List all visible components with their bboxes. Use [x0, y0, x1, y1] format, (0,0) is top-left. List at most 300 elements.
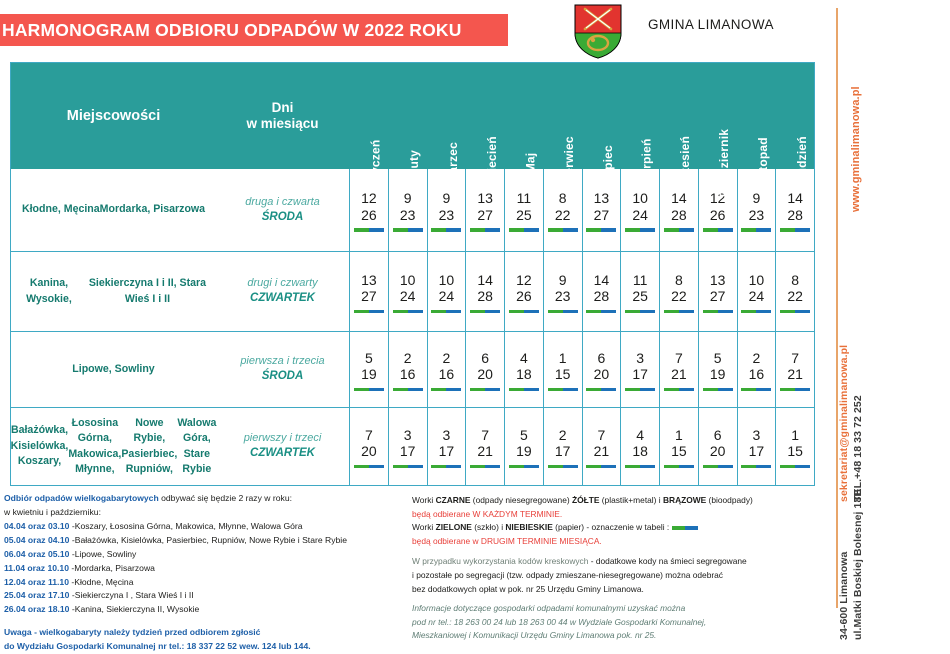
table-row	[11, 407, 814, 485]
date-first: 13	[361, 271, 377, 288]
bulky-note-line2: do Wydziału Gospodarki Komunalnej nr tel.: 18 337 22 52 wew. 124 lub 144.	[4, 641, 311, 652]
date-first: 6	[713, 426, 722, 443]
date-second: 18	[632, 443, 648, 460]
date-first: 3	[442, 426, 451, 443]
date-first: 2	[752, 349, 761, 366]
date-second: 20	[709, 443, 726, 460]
date-first: 8	[558, 190, 567, 207]
glass-paper-bar-icon	[393, 310, 423, 313]
date-second: 17	[632, 366, 648, 383]
bulky-entry-dates: 11.04 oraz 10.10	[4, 562, 69, 573]
date-second: 23	[438, 206, 455, 223]
bulky-entry-dates: 05.04 oraz 04.10	[4, 534, 70, 545]
sidebar-divider	[836, 8, 838, 608]
locality-line: Lipowe, Sowliny	[72, 362, 155, 375]
date-second: 18	[516, 366, 532, 383]
glass-paper-bar-icon	[741, 310, 771, 313]
glass-paper-bar-icon	[664, 465, 694, 468]
bulky-entry-dates: 04.04 oraz 03.10	[4, 520, 70, 531]
cell-dates	[659, 252, 698, 331]
glass-paper-bar-icon	[509, 388, 539, 391]
date-second: 20	[593, 366, 610, 383]
date-first: 9	[558, 271, 567, 288]
glass-paper-bar-icon	[354, 228, 384, 231]
date-first: 10	[399, 271, 416, 288]
date-second: 16	[748, 366, 765, 383]
cell-dates	[388, 169, 427, 251]
date-second: 24	[399, 288, 416, 305]
glass-paper-bar-icon	[393, 228, 423, 231]
date-second: 23	[399, 206, 416, 223]
date-first: 12	[361, 190, 377, 207]
month-header: Październik	[717, 128, 732, 198]
cell-dates	[427, 252, 466, 331]
bulky-months: w kwietniu i październiku:	[4, 506, 101, 517]
glass-paper-bar-icon	[703, 228, 733, 231]
glass-paper-bar-icon	[548, 388, 578, 391]
date-first: 7	[674, 349, 683, 366]
date-first: 4	[636, 426, 645, 443]
bulky-entry-places: -Lipowe, Sowliny	[69, 548, 137, 559]
cell-days	[216, 408, 349, 485]
date-second: 23	[554, 288, 571, 305]
header-days	[216, 63, 349, 169]
glass-paper-bar-icon	[431, 228, 461, 231]
bags-every-term: będą odbierane W KAŻDYM TERMINIE.	[412, 508, 563, 519]
sidebar-address-line2: 34-600 Limanowa	[838, 551, 850, 640]
date-first: 9	[442, 190, 451, 207]
date-second: 28	[671, 206, 687, 223]
glass-paper-bar-icon	[393, 465, 423, 468]
date-second: 17	[399, 443, 416, 460]
date-first: 9	[752, 190, 761, 207]
date-first: 12	[516, 271, 532, 288]
days-name: ŚRODA	[261, 370, 304, 383]
date-second: 21	[671, 366, 687, 383]
date-second: 15	[554, 366, 571, 383]
glass-paper-bar-icon	[509, 310, 539, 313]
glass-paper-bar-icon	[470, 228, 500, 231]
date-first: 14	[787, 190, 803, 207]
cell-dates	[698, 408, 737, 485]
header	[0, 0, 950, 60]
glass-paper-bar-icon	[780, 388, 810, 391]
locality-line: Mordarka, Pisarzowa	[99, 203, 206, 216]
date-first: 3	[752, 426, 761, 443]
bulky-heading-bold: Odbiór odpadów wielkogabarytowych	[4, 493, 159, 503]
info-line-2: pod nr tel.: 18 263 00 24 lub 18 263 00 44 w Wydziale Gospodarki Komunalnej,	[412, 616, 707, 627]
cell-dates	[775, 252, 814, 331]
date-first: 8	[791, 271, 800, 288]
days-prefix: pierwsza i trzecia	[240, 355, 325, 368]
glass-paper-bar-icon	[354, 465, 384, 468]
page-title: HARMONOGRAM ODBIORU ODPADÓW W 2022 ROKU	[2, 19, 462, 40]
date-first: 9	[403, 190, 412, 207]
month-header: Lipiec	[600, 145, 615, 181]
bulky-entry-places: -Mordarka, Pisarzowa	[68, 562, 155, 573]
date-first: 5	[519, 426, 528, 443]
glass-paper-bar-icon	[431, 310, 461, 313]
barcode-line-2: i pozostałe po segregacji (tzw. odpady zmieszane-niesegregowane) można odebrać	[412, 570, 723, 581]
date-first: 10	[632, 190, 648, 207]
bulky-entry-places: -Koszary, Łososina Górna, Makowica, Młynne, Walowa Góra	[69, 520, 303, 531]
info-line-1: Informacje dotyczące gospodarki odpadami komunalnymi uzyskać można	[412, 603, 686, 614]
date-second: 17	[438, 443, 455, 460]
bags-c5: (papier) - oznaczenie w tabeli :	[552, 522, 670, 533]
cell-dates	[388, 332, 427, 407]
date-first: 10	[748, 271, 765, 288]
bulky-entry-places: -Kłodne, Męcina	[68, 576, 134, 587]
date-first: 10	[438, 271, 455, 288]
bags-brown: BRĄZOWE	[662, 495, 707, 505]
month-header: Wrzesień	[678, 135, 693, 191]
legend-bar-icon	[672, 526, 698, 530]
bulky-entry	[4, 520, 404, 534]
cell-dates	[775, 332, 814, 407]
bags-c3: (szkło) i	[471, 522, 506, 533]
cell-dates	[620, 332, 659, 407]
month-header: Grudzień	[794, 136, 809, 190]
locality-line: Walowa Góra, Stare Rybie	[177, 416, 217, 475]
cell-dates	[427, 408, 466, 485]
cell-dates	[465, 252, 504, 331]
locality-line: Bałażówka, Kisielówka, Koszary,	[10, 424, 69, 468]
cell-month-group	[349, 169, 814, 251]
glass-paper-bar-icon	[625, 388, 655, 391]
glass-paper-bar-icon	[625, 465, 655, 468]
glass-paper-bar-icon	[741, 465, 771, 468]
date-first: 1	[558, 349, 567, 366]
cell-dates	[582, 252, 621, 331]
schedule-table	[10, 62, 815, 486]
bulky-entry-places: -Siekierczyna I , Stara Wieś I i II	[69, 590, 194, 601]
date-second: 22	[787, 288, 803, 305]
cell-dates	[659, 408, 698, 485]
gmina-label: GMINA LIMANOWA	[648, 17, 774, 32]
table-header-row	[11, 63, 814, 198]
glass-paper-bar-icon	[586, 310, 616, 313]
date-first: 2	[558, 426, 567, 443]
date-second: 15	[787, 443, 803, 460]
title-banner	[0, 14, 508, 46]
bags-line-a	[412, 494, 817, 508]
header-days-line2: w miesiącu	[246, 116, 319, 131]
glass-paper-bar-icon	[354, 388, 384, 391]
cell-dates	[737, 332, 776, 407]
date-first: 2	[442, 349, 451, 366]
date-first: 1	[674, 426, 683, 443]
date-first: 14	[593, 271, 610, 288]
glass-paper-bar-icon	[625, 228, 655, 231]
bulky-entry-places: -Kanina, Siekierczyna II, Wysokie	[69, 604, 200, 615]
date-first: 4	[519, 349, 528, 366]
sidebar-email[interactable]: sekretariat@gminalimanowa.pl	[838, 344, 850, 502]
glass-paper-bar-icon	[780, 228, 810, 231]
glass-paper-bar-icon	[586, 388, 616, 391]
date-first: 1	[791, 426, 800, 443]
cell-dates	[775, 408, 814, 485]
cell-dates	[659, 332, 698, 407]
date-second: 22	[554, 206, 571, 223]
cell-days	[216, 332, 349, 407]
bags-a1: Worki	[412, 495, 436, 505]
cell-dates	[582, 169, 621, 251]
cell-localities	[11, 169, 216, 251]
locality-line: Siekierczyna I i II, Stara Wieś I i II	[88, 277, 207, 305]
date-first: 13	[593, 190, 610, 207]
bulky-heading-rest: odbywać się będzie 2 razy w roku:	[158, 493, 292, 503]
glass-paper-bar-icon	[548, 310, 578, 313]
date-second: 27	[361, 288, 377, 305]
days-name: CZWARTEK	[250, 292, 315, 305]
cell-dates	[504, 408, 543, 485]
bulky-entry-dates: 26.04 oraz 18.10	[4, 604, 70, 615]
date-second: 15	[671, 443, 687, 460]
cell-dates	[349, 252, 388, 331]
date-second: 25	[632, 288, 648, 305]
date-second: 24	[748, 288, 765, 305]
date-second: 27	[709, 288, 726, 305]
locality-line: Kanina, Wysokie,	[26, 277, 72, 305]
days-prefix: druga i czwarta	[245, 195, 320, 208]
date-first: 5	[364, 349, 373, 366]
month-header: Listopad	[755, 137, 770, 189]
date-second: 28	[593, 288, 610, 305]
date-first: 2	[403, 349, 412, 366]
glass-paper-bar-icon	[664, 228, 694, 231]
date-second: 19	[709, 366, 726, 383]
glass-paper-bar-icon	[703, 465, 733, 468]
glass-paper-bar-icon	[664, 310, 694, 313]
date-first: 13	[477, 190, 493, 207]
date-second: 26	[361, 206, 377, 223]
bags-a7: (bioodpady)	[706, 495, 753, 505]
date-first: 14	[671, 190, 687, 207]
sidebar-phone: TEL.+48 18 33 72 252	[852, 395, 864, 502]
date-second: 27	[477, 206, 493, 223]
table-row	[11, 331, 814, 407]
contact-sidebar	[826, 0, 950, 640]
cell-dates	[543, 332, 582, 407]
cell-days	[216, 252, 349, 331]
bags-yellow: ŻÓŁTE	[571, 495, 600, 505]
header-localities: Miejscowości	[66, 108, 161, 124]
cell-localities	[11, 408, 216, 485]
date-second: 22	[671, 288, 687, 305]
date-first: 5	[713, 349, 722, 366]
days-name: CZWARTEK	[250, 447, 315, 460]
bags-black: CZARNE	[435, 495, 471, 505]
bags-a3: (odpady niesegregowane)	[470, 495, 572, 505]
cell-dates	[737, 252, 776, 331]
glass-paper-bar-icon	[548, 465, 578, 468]
cell-dates	[543, 252, 582, 331]
date-second: 28	[477, 288, 493, 305]
date-first: 7	[791, 349, 800, 366]
month-header: Styczeń	[368, 139, 383, 187]
date-second: 20	[361, 443, 377, 460]
bulky-entry-dates: 12.04 oraz 11.10	[4, 576, 69, 587]
barcode-line-3: bez dodatkowych opłat w pok. nr 25 Urzędu Gminy Limanowa.	[412, 583, 644, 594]
month-header: Maj	[523, 152, 538, 174]
locality-line: Nowe Rybie, Pasierbiec, Rupniów,	[121, 416, 178, 475]
info-line-3: Mieszkaniowej i Komunikacji Urzędu Gminy Limanowa pok. nr 25.	[412, 630, 657, 641]
bulky-heading	[4, 492, 404, 506]
bags-a5: (plastik+metal) i	[599, 495, 663, 505]
glass-paper-bar-icon	[548, 228, 578, 231]
bulky-entry	[4, 603, 404, 617]
date-second: 24	[632, 206, 648, 223]
glass-paper-bar-icon	[586, 228, 616, 231]
date-second: 23	[748, 206, 765, 223]
glass-paper-bar-icon	[431, 465, 461, 468]
date-second: 24	[438, 288, 455, 305]
cell-dates	[504, 252, 543, 331]
month-header: Czerwiec	[562, 136, 577, 190]
date-first: 8	[674, 271, 683, 288]
sidebar-address-line1: ul.Matki Boskiej Bolesnej 18B	[852, 488, 864, 640]
date-first: 7	[481, 426, 490, 443]
date-first: 6	[481, 349, 490, 366]
date-second: 19	[361, 366, 377, 383]
glass-paper-bar-icon	[625, 310, 655, 313]
bulky-note-line1: Uwaga - wielkogabaryty należy tydzień przed odbiorem zgłosić	[4, 627, 261, 638]
cell-dates	[349, 332, 388, 407]
date-second: 17	[748, 443, 765, 460]
cell-dates	[582, 408, 621, 485]
date-second: 21	[477, 443, 493, 460]
cell-days	[216, 169, 349, 251]
date-second: 16	[399, 366, 416, 383]
cell-month-group	[349, 252, 814, 331]
date-second: 27	[593, 206, 610, 223]
month-header: Sierpień	[639, 138, 654, 188]
glass-paper-bar-icon	[741, 388, 771, 391]
header-months	[349, 63, 814, 198]
cell-dates	[465, 408, 504, 485]
glass-paper-bar-icon	[703, 388, 733, 391]
date-first: 6	[597, 349, 606, 366]
date-first: 12	[709, 190, 726, 207]
date-second: 16	[438, 366, 455, 383]
date-first: 13	[709, 271, 726, 288]
cell-dates	[504, 169, 543, 251]
barcode-1a: W przypadku wykorzystania kodów kreskowych	[412, 556, 589, 567]
bags-c1: Worki	[412, 522, 436, 533]
bulky-entry-places: -Bałażówka, Kisielówka, Pasierbiec, Rupniów, Nowe Rybie i Stare Rybie	[69, 534, 347, 545]
locality-line: Kłodne, Męcina	[21, 203, 100, 216]
glass-paper-bar-icon	[509, 465, 539, 468]
cell-dates	[427, 332, 466, 407]
bulky-entry	[4, 562, 404, 576]
date-second: 26	[516, 288, 532, 305]
date-second: 21	[787, 366, 803, 383]
days-name: ŚRODA	[261, 210, 304, 223]
cell-dates	[620, 408, 659, 485]
bulky-waste-notes	[4, 492, 404, 654]
date-second: 21	[593, 443, 610, 460]
table-row	[11, 169, 814, 251]
header-days-line1: Dni	[271, 99, 294, 115]
glass-paper-bar-icon	[354, 310, 384, 313]
table-row	[11, 251, 814, 331]
glass-paper-bar-icon	[470, 388, 500, 391]
glass-paper-bar-icon	[741, 228, 771, 231]
barcode-line-1	[412, 555, 817, 569]
glass-paper-bar-icon	[586, 465, 616, 468]
date-second: 19	[516, 443, 532, 460]
glass-paper-bar-icon	[780, 310, 810, 313]
cell-dates	[620, 252, 659, 331]
days-prefix: drugi i czwarty	[247, 277, 318, 290]
date-first: 11	[632, 271, 648, 288]
cell-dates	[737, 408, 776, 485]
table-body	[11, 169, 814, 485]
date-second: 17	[554, 443, 571, 460]
date-second: 25	[516, 206, 532, 223]
bulky-entry-dates: 25.04 oraz 17.10	[4, 590, 70, 601]
cell-dates	[698, 252, 737, 331]
glass-paper-bar-icon	[780, 465, 810, 468]
cell-dates	[543, 408, 582, 485]
bags-second-term: będą odbierane w DRUGIM TERMINIE MIESIĄCA.	[412, 535, 602, 546]
date-second: 20	[477, 366, 493, 383]
cell-month-group	[349, 332, 814, 407]
sidebar-website[interactable]: www.gminalimanowa.pl	[850, 86, 862, 212]
cell-dates	[582, 332, 621, 407]
date-first: 14	[477, 271, 493, 288]
barcode-1b: - dodatkowe kody na śmieci segregowane	[588, 556, 747, 567]
glass-paper-bar-icon	[509, 228, 539, 231]
glass-paper-bar-icon	[431, 388, 461, 391]
bulky-entry-dates: 06.04 oraz 05.10	[4, 548, 70, 559]
date-second: 28	[787, 206, 803, 223]
bulky-entry	[4, 576, 404, 590]
cell-month-group	[349, 408, 814, 485]
date-first: 3	[403, 426, 412, 443]
days-prefix: pierwszy i trzeci	[243, 432, 322, 445]
date-first: 7	[364, 426, 373, 443]
bags-line-c	[412, 521, 817, 535]
cell-dates	[388, 408, 427, 485]
cell-localities	[11, 332, 216, 407]
glass-paper-bar-icon	[470, 310, 500, 313]
bags-green: ZIELONE	[435, 522, 472, 533]
bulky-entry	[4, 589, 404, 603]
gmina-coat-of-arms-icon	[573, 3, 623, 59]
cell-dates	[388, 252, 427, 331]
date-first: 3	[636, 349, 645, 366]
cell-localities	[11, 252, 216, 331]
bulky-entry	[4, 534, 404, 548]
bags-blue: NIEBIESKIE	[505, 522, 553, 533]
date-first: 11	[516, 190, 532, 207]
glass-paper-bar-icon	[703, 310, 733, 313]
date-first: 7	[597, 426, 606, 443]
glass-paper-bar-icon	[664, 388, 694, 391]
month-header: Luty	[407, 149, 422, 177]
cell-dates	[698, 332, 737, 407]
date-second: 26	[709, 206, 726, 223]
month-header: Kwiecień	[484, 136, 499, 190]
locality-line: Łososina Górna, Makowica, Młynne,	[68, 416, 122, 475]
bag-legend-notes	[412, 494, 817, 643]
cell-dates	[349, 408, 388, 485]
month-header: Marzec	[445, 142, 460, 184]
cell-dates	[504, 332, 543, 407]
glass-paper-bar-icon	[470, 465, 500, 468]
cell-dates	[465, 332, 504, 407]
